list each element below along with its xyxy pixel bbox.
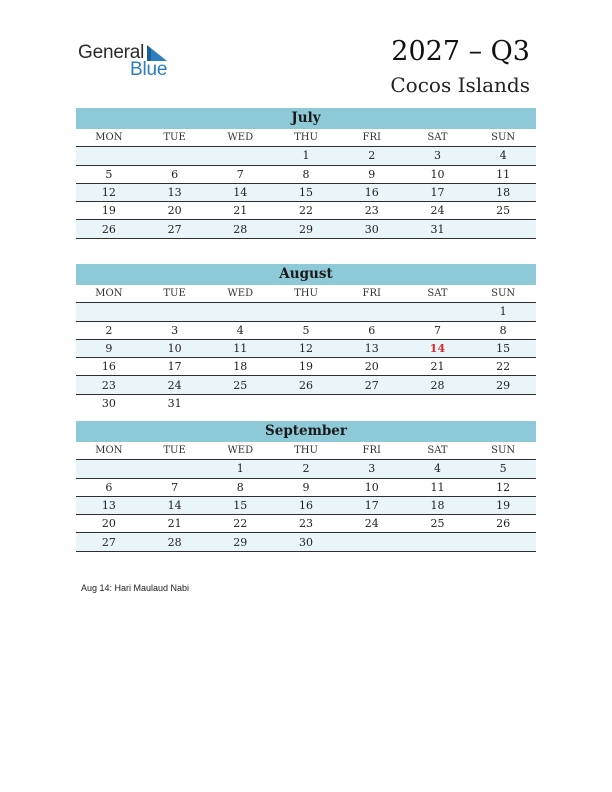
date-cell: 1 [302, 149, 310, 163]
date-cell: 5 [499, 462, 507, 476]
date-cell: 20 [364, 360, 379, 374]
weekday-label: MON [95, 445, 123, 457]
month-title: August [76, 264, 536, 285]
date-cell: 3 [171, 323, 179, 337]
date-cell: 27 [364, 378, 379, 392]
date-cell: 6 [105, 480, 113, 494]
date-cell: 15 [233, 499, 248, 513]
date-cell: 17 [167, 360, 182, 374]
generalblue-logo [78, 42, 188, 82]
date-cell: 19 [496, 499, 511, 513]
weekday-header-row [76, 129, 536, 147]
date-cell: 18 [430, 499, 445, 513]
weekday-label: SAT [427, 132, 448, 144]
weekday-label: TUE [163, 445, 186, 457]
date-cell: 29 [299, 222, 314, 236]
week-row [76, 479, 536, 497]
date-cell: 18 [496, 186, 511, 200]
date-cell: 27 [101, 535, 116, 549]
week-row [76, 303, 536, 321]
date-cell: 5 [302, 323, 310, 337]
weekday-label: SUN [491, 288, 516, 300]
date-cell: 20 [101, 517, 116, 531]
date-cell: 1 [236, 462, 244, 476]
week-row [76, 533, 536, 551]
weekday-label: THU [294, 445, 318, 457]
weekday-label: FRI [362, 445, 381, 457]
date-cell: 31 [430, 222, 445, 236]
weekday-header-row [76, 442, 536, 460]
date-cell: 13 [364, 342, 379, 356]
date-cell: 22 [233, 517, 248, 531]
date-cell: 2 [105, 323, 113, 337]
date-cell: 24 [167, 378, 182, 392]
date-cell: 29 [233, 535, 248, 549]
week-row [76, 358, 536, 376]
date-cell: 8 [499, 323, 507, 337]
date-cell: 19 [299, 360, 314, 374]
date-cell: 26 [101, 222, 116, 236]
weekday-label: SAT [427, 288, 448, 300]
date-cell: 23 [299, 517, 314, 531]
date-cell: 18 [233, 360, 248, 374]
date-cell: 3 [368, 462, 376, 476]
date-cell: 28 [167, 535, 182, 549]
weekday-header-row [76, 285, 536, 303]
date-cell: 21 [167, 517, 182, 531]
date-cell: 23 [364, 204, 379, 218]
date-cell: 4 [499, 149, 507, 163]
week-row [76, 497, 536, 515]
date-cell: 15 [496, 342, 511, 356]
date-cell: 9 [105, 342, 113, 356]
page-subtitle: Cocos Islands [390, 73, 530, 97]
week-row [76, 460, 536, 478]
month-september [76, 421, 536, 552]
month-title: September [76, 421, 536, 442]
date-cell: 23 [101, 378, 116, 392]
date-cell: 17 [430, 186, 445, 200]
weekday-label: WED [227, 288, 254, 300]
date-cell: 22 [496, 360, 511, 374]
date-cell: 11 [496, 167, 511, 181]
date-cell: 11 [430, 480, 445, 494]
date-cell: 16 [299, 499, 314, 513]
date-cell: 4 [433, 462, 441, 476]
week-row [76, 220, 536, 238]
date-cell: 26 [496, 517, 511, 531]
date-cell: 26 [299, 378, 314, 392]
logo-general-text: General [78, 42, 145, 63]
date-cell: 9 [302, 480, 310, 494]
date-cell: 15 [299, 186, 314, 200]
weekday-label: THU [294, 132, 318, 144]
date-cell: 11 [233, 342, 248, 356]
weekday-label: SUN [491, 445, 516, 457]
weekday-label: FRI [362, 288, 381, 300]
weekday-label: WED [227, 132, 254, 144]
date-cell: 2 [302, 462, 310, 476]
date-cell: 6 [368, 323, 376, 337]
date-cell: 14 [233, 186, 248, 200]
date-cell: 24 [364, 517, 379, 531]
week-row [76, 202, 536, 220]
week-row [76, 147, 536, 165]
weekday-label: SUN [491, 132, 516, 144]
page-title: 2027 – Q3 [391, 36, 530, 67]
date-cell: 7 [236, 167, 244, 181]
week-row [76, 340, 536, 358]
weekday-label: MON [95, 132, 123, 144]
date-cell: 14 [167, 499, 182, 513]
date-cell: 22 [299, 204, 314, 218]
week-row [76, 166, 536, 184]
weekday-label: SAT [427, 445, 448, 457]
date-cell: 27 [167, 222, 182, 236]
date-cell: 30 [101, 396, 116, 410]
month-august [76, 264, 536, 412]
date-cell: 12 [101, 186, 116, 200]
date-cell: 28 [430, 378, 445, 392]
date-cell: 10 [430, 167, 445, 181]
date-cell: 2 [368, 149, 376, 163]
week-row [76, 515, 536, 533]
date-cell: 10 [364, 480, 379, 494]
week-row [76, 395, 536, 412]
date-cell: 29 [496, 378, 511, 392]
date-cell: 21 [430, 360, 445, 374]
date-cell: 10 [167, 342, 182, 356]
week-row [76, 376, 536, 394]
date-cell: 12 [299, 342, 314, 356]
month-title: July [76, 108, 536, 129]
date-cell: 7 [171, 480, 179, 494]
date-cell: 16 [364, 186, 379, 200]
date-cell: 31 [167, 396, 182, 410]
date-cell: 24 [430, 204, 445, 218]
date-cell: 13 [167, 186, 182, 200]
date-cell: 28 [233, 222, 248, 236]
date-cell: 4 [236, 323, 244, 337]
holiday-note: Aug 14: Hari Maulaud Nabi [81, 583, 190, 593]
date-cell: 7 [433, 323, 441, 337]
date-cell: 8 [302, 167, 310, 181]
date-cell: 6 [171, 167, 179, 181]
weekday-label: MON [95, 288, 123, 300]
logo-blue-text: Blue [130, 59, 168, 80]
date-cell: 1 [499, 305, 507, 319]
date-cell: 30 [299, 535, 314, 549]
date-cell: 8 [236, 480, 244, 494]
date-cell: 25 [496, 204, 511, 218]
date-cell: 12 [496, 480, 511, 494]
date-cell: 3 [433, 149, 441, 163]
date-cell: 9 [368, 167, 376, 181]
week-row [76, 184, 536, 202]
date-cell: 30 [364, 222, 379, 236]
holiday-date-cell: 14 [429, 342, 446, 356]
date-cell: 20 [167, 204, 182, 218]
date-cell: 16 [101, 360, 116, 374]
date-cell: 17 [364, 499, 379, 513]
weekday-label: FRI [362, 132, 381, 144]
date-cell: 19 [101, 204, 116, 218]
weekday-label: TUE [163, 132, 186, 144]
date-cell: 5 [105, 167, 113, 181]
weekday-label: TUE [163, 288, 186, 300]
weekday-label: THU [294, 288, 318, 300]
week-row [76, 322, 536, 340]
weekday-label: WED [227, 445, 254, 457]
month-july [76, 108, 536, 239]
date-cell: 25 [233, 378, 248, 392]
date-cell: 13 [101, 499, 116, 513]
date-cell: 25 [430, 517, 445, 531]
date-cell: 21 [233, 204, 248, 218]
